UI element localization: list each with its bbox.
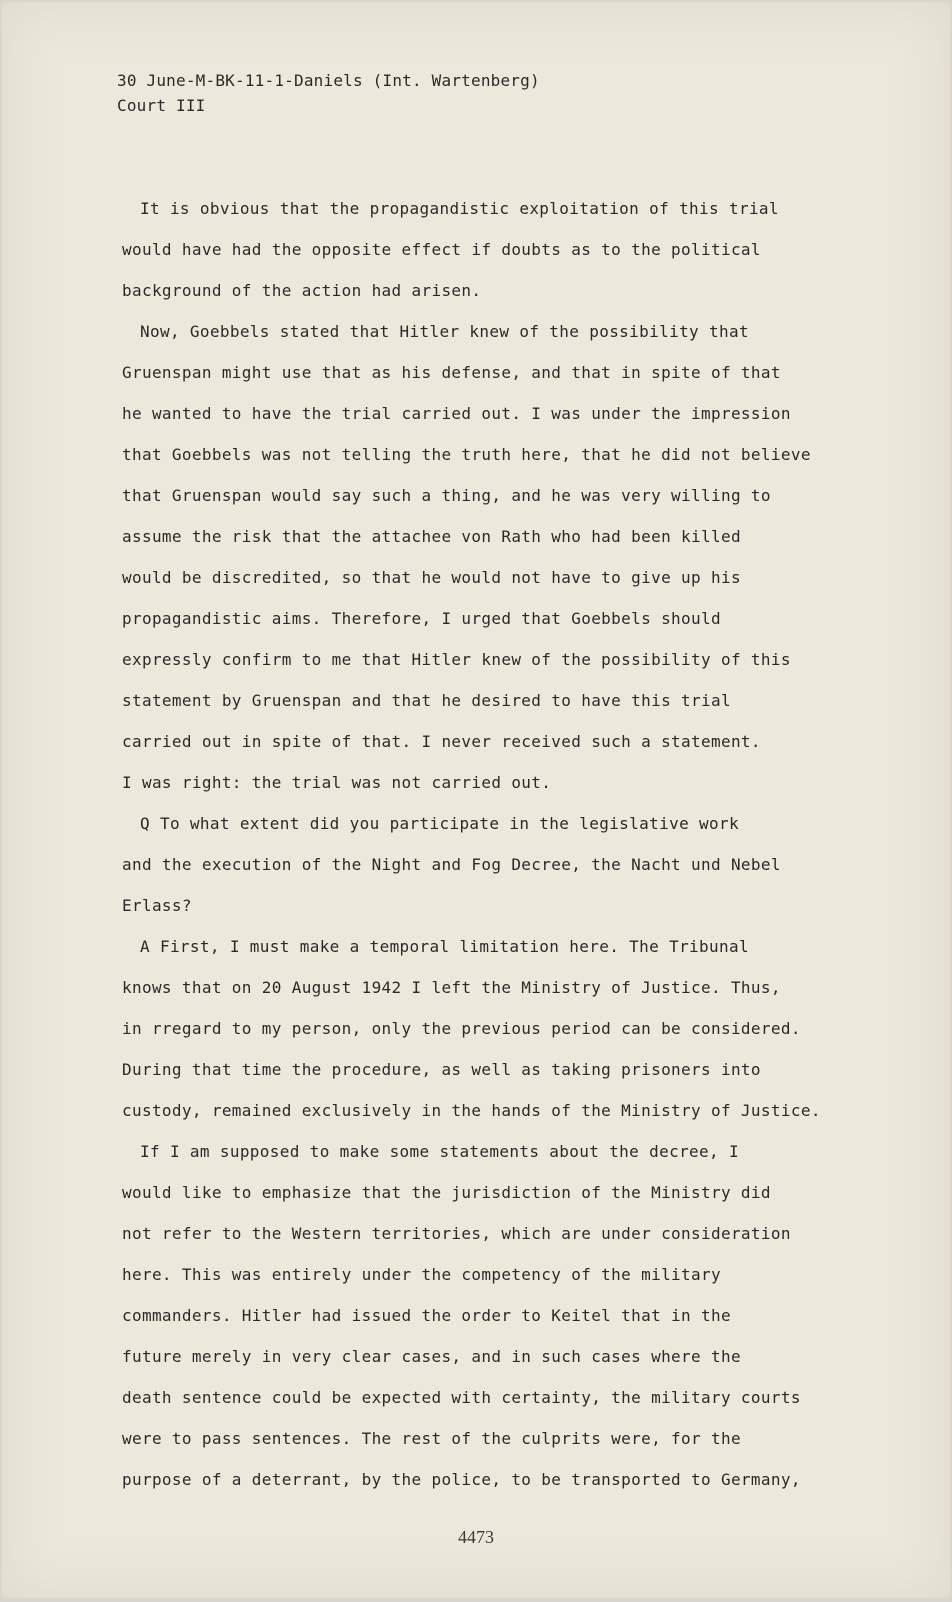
header-court-line: Court III	[117, 96, 206, 115]
transcript-line: that Goebbels was not telling the truth here, that he did not believe	[122, 445, 811, 464]
transcript-line: It is obvious that the propagandistic exploitation of this trial	[140, 199, 779, 218]
transcript-line: Erlass?	[122, 896, 192, 915]
transcript-line: future merely in very clear cases, and in such cases where the	[122, 1347, 741, 1366]
transcript-line: would like to emphasize that the jurisdiction of the Ministry did	[122, 1183, 771, 1202]
transcript-line: Now, Goebbels stated that Hitler knew of the possibility that	[140, 322, 749, 341]
transcript-line: background of the action had arisen.	[122, 281, 482, 300]
transcript-body	[122, 188, 842, 1500]
transcript-line: A First, I must make a temporal limitation here. The Tribunal	[140, 937, 749, 956]
transcript-line: knows that on 20 August 1942 I left the Ministry of Justice. Thus,	[122, 978, 781, 997]
transcript-line: Gruenspan might use that as his defense, and that in spite of that	[122, 363, 781, 382]
transcript-line: custody, remained exclusively in the hands of the Ministry of Justice.	[122, 1101, 821, 1120]
transcript-line: During that time the procedure, as well as taking prisoners into	[122, 1060, 761, 1079]
transcript-line: would have had the opposite effect if doubts as to the political	[122, 240, 761, 259]
header-session-line: 30 June-M-BK-11-1-Daniels (Int. Wartenberg)	[117, 71, 540, 90]
transcript-line: were to pass sentences. The rest of the culprits were, for the	[122, 1429, 741, 1448]
transcript-line: he wanted to have the trial carried out. I was under the impression	[122, 404, 791, 423]
transcript-line: propagandistic aims. Therefore, I urged that Goebbels should	[122, 609, 721, 628]
document-page	[2, 2, 950, 1598]
transcript-line: Q To what extent did you participate in the legislative work	[140, 814, 739, 833]
transcript-line: death sentence could be expected with certainty, the military courts	[122, 1388, 801, 1407]
transcript-line: would be discredited, so that he would not have to give up his	[122, 568, 741, 587]
transcript-line: that Gruenspan would say such a thing, and he was very willing to	[122, 486, 771, 505]
transcript-line: not refer to the Western territories, which are under consideration	[122, 1224, 791, 1243]
transcript-line: here. This was entirely under the competency of the military	[122, 1265, 721, 1284]
transcript-line: statement by Gruenspan and that he desired to have this trial	[122, 691, 731, 710]
document-header	[117, 68, 540, 118]
transcript-line: assume the risk that the attachee von Rath who had been killed	[122, 527, 741, 546]
transcript-line: expressly confirm to me that Hitler knew of the possibility of this	[122, 650, 791, 669]
transcript-line: and the execution of the Night and Fog Decree, the Nacht und Nebel	[122, 855, 781, 874]
page-number: 4473	[458, 1527, 494, 1547]
transcript-line: commanders. Hitler had issued the order to Keitel that in the	[122, 1306, 731, 1325]
transcript-line: in rregard to my person, only the previous period can be considered.	[122, 1019, 801, 1038]
transcript-line: If I am supposed to make some statements about the decree, I	[140, 1142, 739, 1161]
transcript-line: I was right: the trial was not carried out.	[122, 773, 552, 792]
transcript-line: purpose of a deterrant, by the police, to be transported to Germany,	[122, 1470, 801, 1489]
transcript-line: carried out in spite of that. I never received such a statement.	[122, 732, 761, 751]
